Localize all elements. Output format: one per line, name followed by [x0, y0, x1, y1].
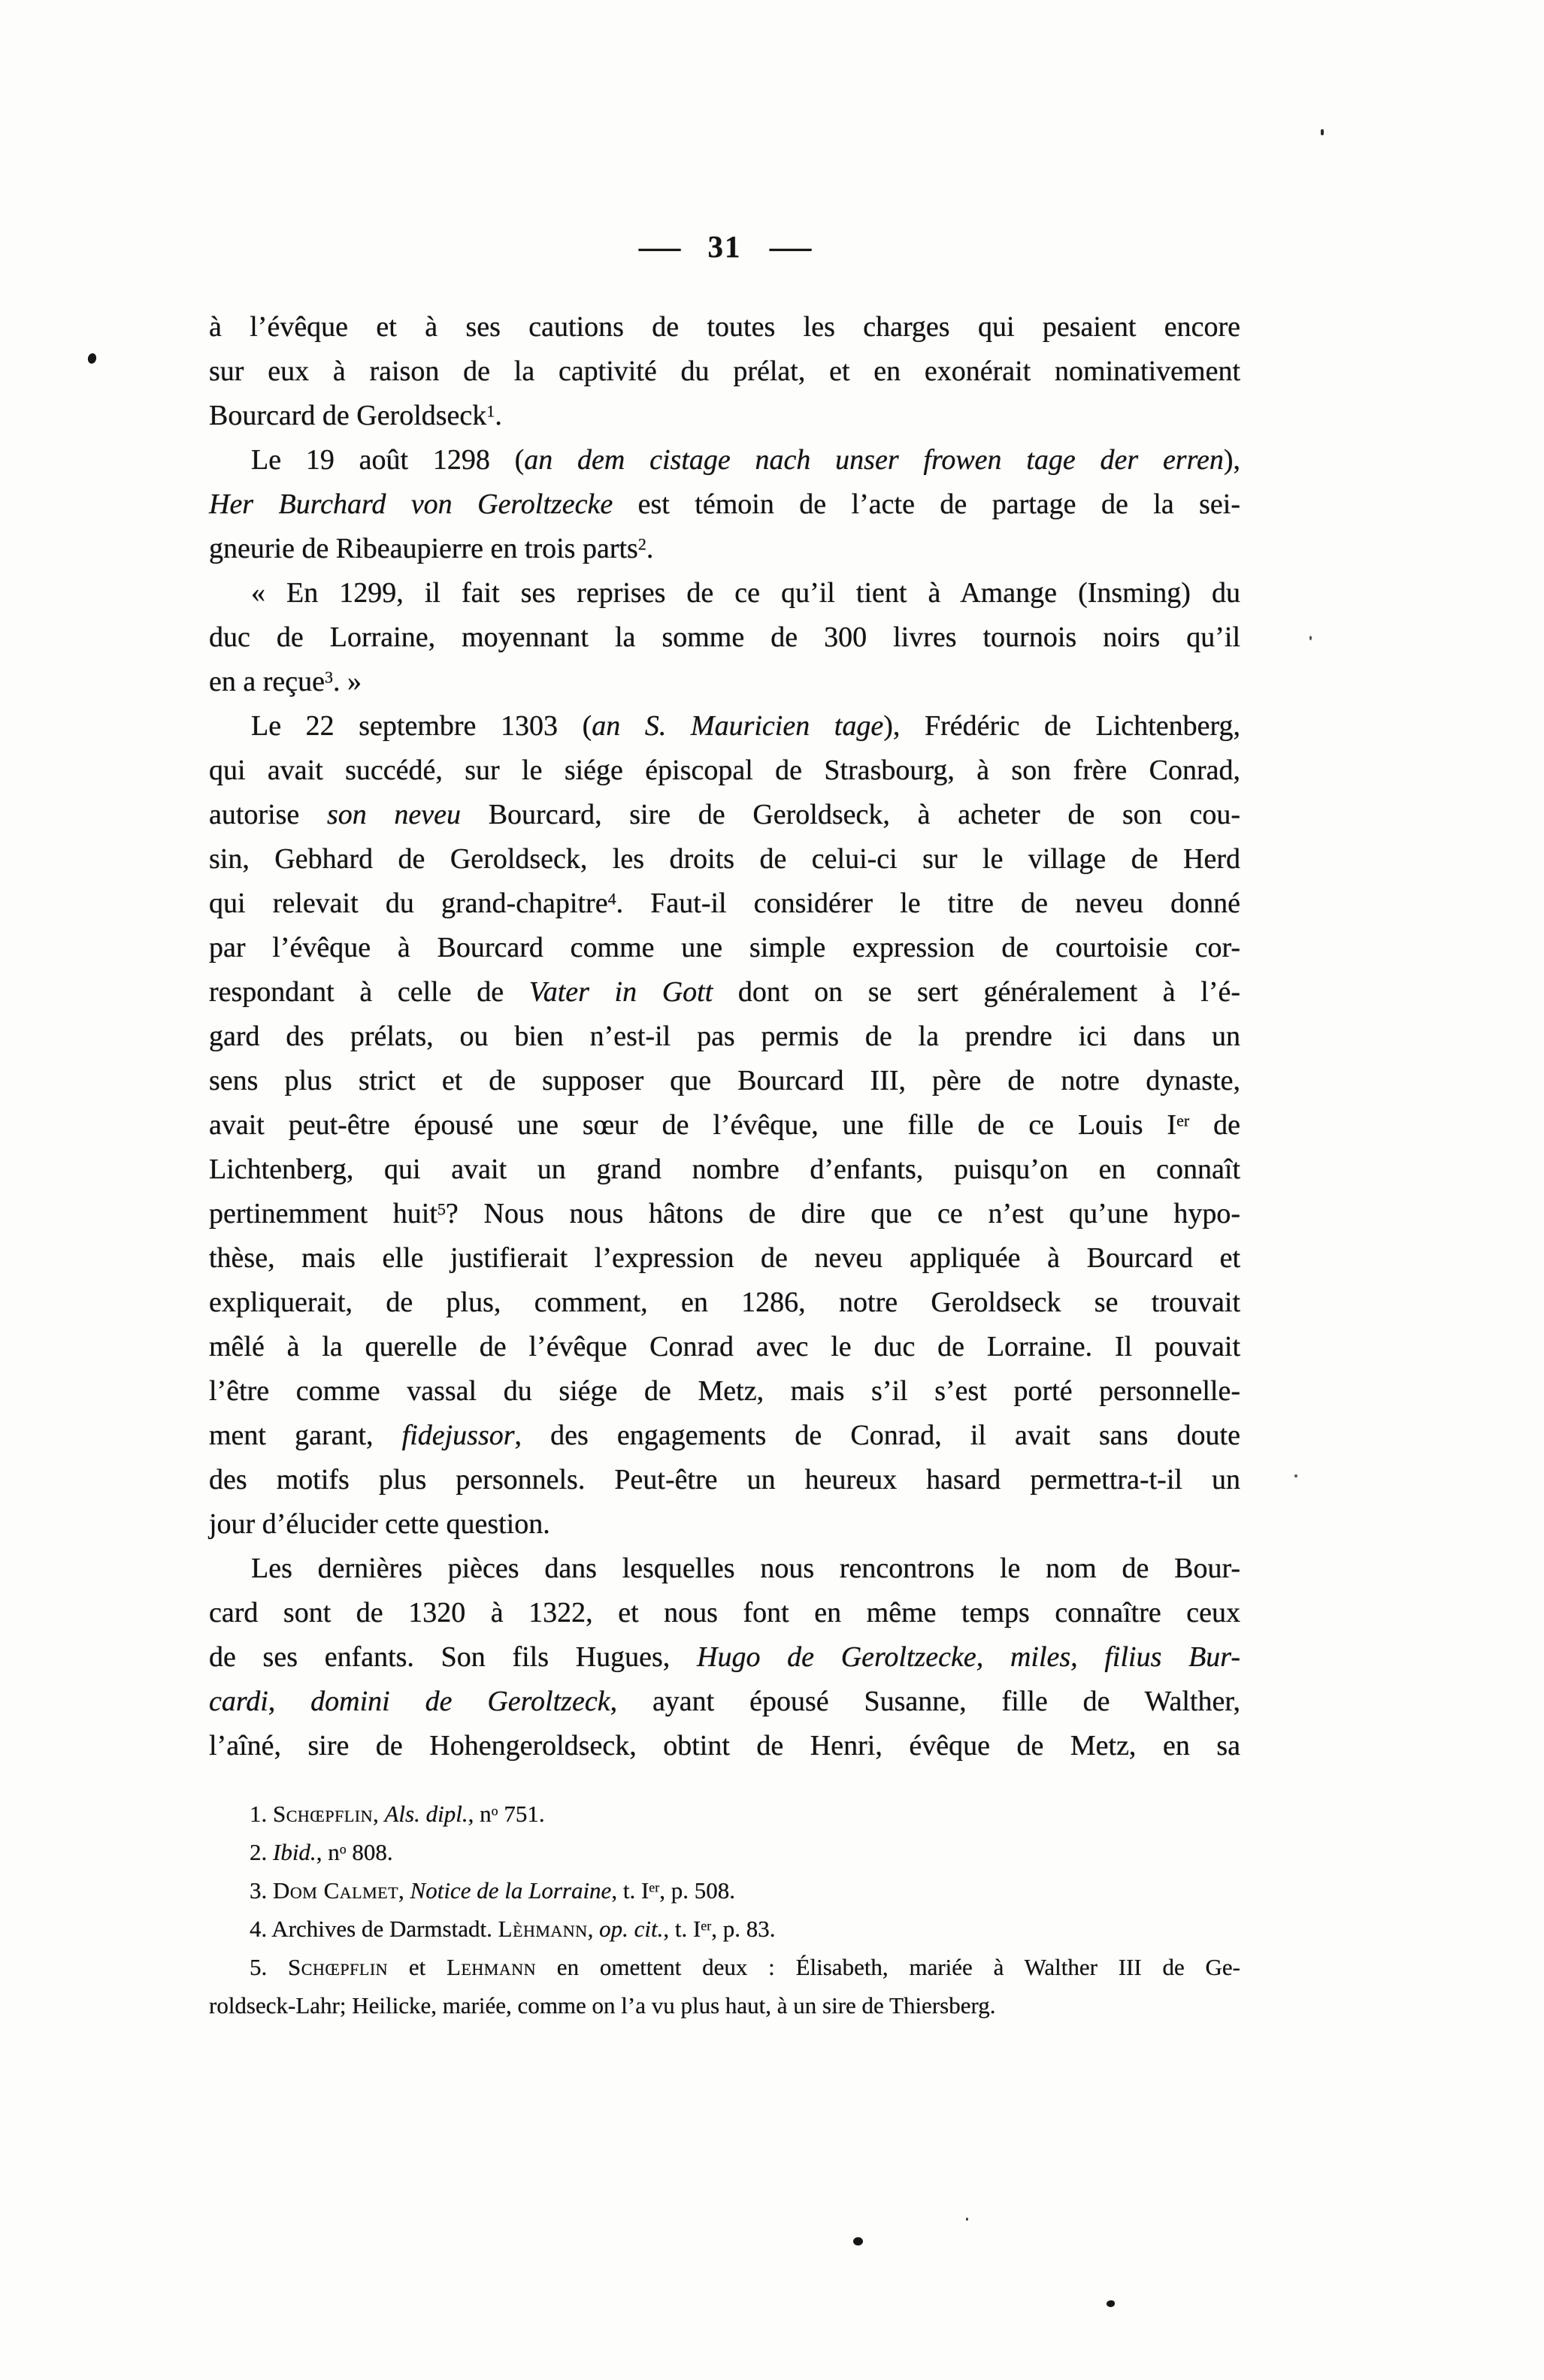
- text-run: thèse, mais elle justifierait l’expression de neveu appliquée à Bourcard et: [209, 1242, 1240, 1274]
- text-run: , t. I: [663, 1916, 701, 1942]
- text-line: [209, 1591, 1240, 1635]
- ink-speck: [853, 2237, 863, 2245]
- text-run: 5.: [250, 1954, 289, 1980]
- text-run: , p. 508.: [659, 1877, 735, 1904]
- text-run: ,: [587, 1916, 600, 1942]
- ink-speck: [1294, 1474, 1297, 1477]
- text-line: [209, 615, 1240, 660]
- text-run: 4. Archives de Darmstadt.: [250, 1916, 498, 1942]
- main-text: [209, 305, 1240, 1768]
- text-run: jour d’élucider cette question.: [209, 1508, 550, 1540]
- superscript-marker: 4: [607, 889, 616, 909]
- text-run: qui avait succédé, sur le siége épiscopal de Strasbourg, à son frère Conrad,: [209, 755, 1240, 786]
- text-line: [209, 1680, 1240, 1724]
- italic-text-run: Notice de la Lorraine: [410, 1877, 612, 1904]
- page-number: [209, 228, 1240, 265]
- text-line: [209, 1547, 1240, 1591]
- text-line: [209, 926, 1240, 970]
- text-line: [209, 482, 1240, 527]
- text-run: est témoin de l’acte de partage de la sei-: [613, 488, 1240, 520]
- text-line: [209, 1458, 1240, 1502]
- text-line: [209, 1148, 1240, 1192]
- text-line: [209, 793, 1240, 837]
- text-run: .: [495, 400, 502, 431]
- text-line: [209, 704, 1240, 748]
- text-run: sin, Gebhard de Geroldseck, les droits de celui-ci sur le village de Herd: [209, 843, 1240, 875]
- italic-text-run: Ibid.: [273, 1839, 316, 1865]
- text-run: , n: [316, 1839, 340, 1865]
- text-run: ? Nous nous hâtons de dire que ce n’est qu’une hypo-: [445, 1198, 1241, 1229]
- smallcaps-text-run: Schœpflin: [288, 1954, 389, 1980]
- superscript-marker: er: [649, 1880, 660, 1895]
- smallcaps-text-run: Dom Calmet: [273, 1877, 399, 1904]
- superscript-marker: er: [701, 1918, 712, 1934]
- text-run: Bourcard, sire de Geroldseck, à acheter de son cou-: [461, 799, 1240, 830]
- superscript-marker: 3: [325, 667, 334, 687]
- superscript-marker: 5: [437, 1199, 446, 1219]
- text-run: roldseck-Lahr; Heilicke, mariée, comme on l’a vu plus haut, à un sire de Thiersberg.: [209, 1992, 996, 2019]
- ink-speck: [1309, 636, 1312, 640]
- text-line: [209, 1325, 1240, 1369]
- italic-text-run: Her Burchard von Geroltzecke: [209, 488, 613, 520]
- ink-speck: [1321, 129, 1324, 135]
- text-line: [209, 1635, 1240, 1680]
- text-run: 2.: [250, 1839, 273, 1865]
- smallcaps-text-run: Schœpflin: [273, 1801, 373, 1827]
- text-run: par l’évêque à Bourcard comme une simple expression de courtoisie cor-: [209, 932, 1240, 963]
- header-dash-left: —: [638, 229, 680, 264]
- footnotes: [209, 1795, 1240, 2025]
- text-run: respondant à celle de: [209, 976, 529, 1008]
- text-line: [209, 305, 1240, 349]
- header-dash-right: —: [769, 229, 811, 264]
- italic-text-run: Hugo de Geroltzecke, miles, filius Bur-: [697, 1641, 1240, 1673]
- text-line: [209, 394, 1240, 438]
- text-run: ment garant,: [209, 1420, 402, 1451]
- text-run: l’être comme vassal du siége de Metz, mais s’il s’est porté personnelle-: [209, 1375, 1240, 1407]
- superscript-marker: 1: [486, 401, 495, 421]
- smallcaps-text-run: Lehmann: [447, 1954, 537, 1980]
- text-run: ,: [373, 1801, 385, 1827]
- text-run: et: [388, 1954, 447, 1980]
- text-run: 751.: [498, 1801, 545, 1827]
- text-run: sens plus strict et de supposer que Bourcard III, père de notre dynaste,: [209, 1065, 1240, 1096]
- text-line: [209, 1236, 1240, 1281]
- footnote-line: [209, 1871, 1240, 1910]
- text-run: sur eux à raison de la captivité du prélat, et en exonérait nominativement: [209, 355, 1240, 387]
- text-line: [209, 571, 1240, 615]
- text-run: des motifs plus personnels. Peut-être un heureux hasard permettra-t-il un: [209, 1464, 1240, 1495]
- footnote-line: [209, 1795, 1240, 1833]
- text-line: [209, 1192, 1240, 1236]
- italic-text-run: son neveu: [326, 799, 462, 830]
- italic-text-run: Als. dipl.: [384, 1801, 468, 1827]
- text-run: en omettent deux : Élisabeth, mariée à Walther III de Ge-: [536, 1954, 1241, 1980]
- text-run: Les dernières pièces dans lesquelles nous rencontrons le nom de Bour-: [251, 1553, 1240, 1584]
- text-run: dont on se sert généralement à l’é-: [713, 976, 1240, 1008]
- text-run: en a reçue: [209, 666, 325, 697]
- text-run: , ayant épousé Susanne, fille de Walther,: [610, 1686, 1240, 1717]
- text-run: l’aîné, sire de Hohengeroldseck, obtint de Henri, évêque de Metz, en sa: [209, 1730, 1240, 1762]
- italic-text-run: Vater in Gott: [528, 976, 713, 1008]
- text-run: card sont de 1320 à 1322, et nous font en même temps connaître ceux: [209, 1597, 1240, 1629]
- superscript-marker: o: [491, 1803, 498, 1819]
- text-run: expliquerait, de plus, comment, en 1286, notre Geroldseck se trouvait: [209, 1287, 1240, 1318]
- text-run: , n: [468, 1801, 492, 1827]
- text-run: autorise: [209, 799, 327, 830]
- text-line: [209, 1369, 1240, 1414]
- text-run: Le 22 septembre 1303 (: [251, 710, 592, 742]
- text-run: 1.: [250, 1801, 273, 1827]
- text-run: gneurie de Ribeaupierre en trois parts: [209, 533, 638, 564]
- text-line: [209, 1724, 1240, 1768]
- text-run: , p. 83.: [711, 1916, 776, 1942]
- text-line: [209, 882, 1240, 926]
- text-line: [209, 438, 1240, 482]
- text-run: duc de Lorraine, moyennant la somme de 300 livres tournois noirs qu’il: [209, 621, 1240, 653]
- text-run: . »: [333, 666, 362, 697]
- text-line: [209, 837, 1240, 882]
- text-run: .: [646, 533, 654, 564]
- text-run: , des engagements de Conrad, il avait sans doute: [514, 1420, 1240, 1451]
- text-run: Bourcard de Geroldseck: [209, 400, 487, 431]
- text-run: 808.: [346, 1839, 393, 1865]
- italic-text-run: an dem cistage nach unser frowen tage der erren: [524, 444, 1224, 476]
- text-line: [209, 970, 1240, 1015]
- text-run: qui relevait du grand-chapitre: [209, 888, 608, 919]
- text-run: pertinemment huit: [209, 1198, 437, 1229]
- footnote-line: [209, 1833, 1240, 1871]
- text-run: ,: [398, 1877, 410, 1904]
- text-run: ), Frédéric de Lichtenberg,: [883, 710, 1241, 742]
- text-run: ),: [1223, 444, 1240, 476]
- text-run: 3.: [250, 1877, 273, 1904]
- text-line: [209, 1281, 1240, 1325]
- smallcaps-text-run: Lèhmann: [498, 1916, 588, 1942]
- italic-text-run: op. cit.: [599, 1916, 664, 1942]
- superscript-marker: 2: [637, 534, 646, 554]
- footnote-line: [209, 1948, 1240, 1986]
- italic-text-run: cardi, domini de Geroltzeck: [209, 1686, 610, 1717]
- text-line: [209, 1059, 1240, 1103]
- text-run: Le 19 août 1298 (: [251, 444, 525, 476]
- text-line: [209, 527, 1240, 571]
- text-line: [209, 1015, 1240, 1059]
- text-run: , t. I: [611, 1877, 649, 1904]
- text-line: [209, 1414, 1240, 1458]
- text-line: [209, 1502, 1240, 1547]
- text-line: [209, 660, 1240, 704]
- text-run: mêlé à la querelle de l’évêque Conrad avec le duc de Lorraine. Il pouvait: [209, 1331, 1240, 1362]
- text-run: « En 1299, il fait ses reprises de ce qu’il tient à Amange (Insming) du: [251, 577, 1240, 609]
- text-run: de: [1189, 1109, 1240, 1141]
- page-number-value: 31: [707, 229, 742, 264]
- text-run: de ses enfants. Son fils Hugues,: [209, 1641, 698, 1673]
- superscript-marker: er: [1176, 1111, 1190, 1130]
- text-line: [209, 748, 1240, 793]
- ink-speck: [86, 352, 97, 364]
- ink-speck: [1107, 2300, 1115, 2307]
- text-run: . Faut-il considérer le titre de neveu donné: [616, 888, 1240, 919]
- footnote-line: [209, 1986, 1240, 2025]
- text-line: [209, 1103, 1240, 1148]
- italic-text-run: fidejussor: [401, 1420, 515, 1451]
- text-run: gard des prélats, ou bien n’est-il pas permis de la prendre ici dans un: [209, 1021, 1240, 1052]
- footnote-line: [209, 1910, 1240, 1948]
- text-line: [209, 349, 1240, 394]
- text-run: Lichtenberg, qui avait un grand nombre d’enfants, puisqu’on en connaît: [209, 1154, 1240, 1185]
- italic-text-run: an S. Mauricien tage: [592, 710, 884, 742]
- superscript-marker: o: [339, 1841, 347, 1857]
- text-run: à l’évêque et à ses cautions de toutes les charges qui pesaient encore: [209, 311, 1240, 343]
- ink-speck: [966, 2218, 968, 2221]
- text-run: avait peut-être épousé une sœur de l’évêque, une fille de ce Louis I: [209, 1109, 1177, 1141]
